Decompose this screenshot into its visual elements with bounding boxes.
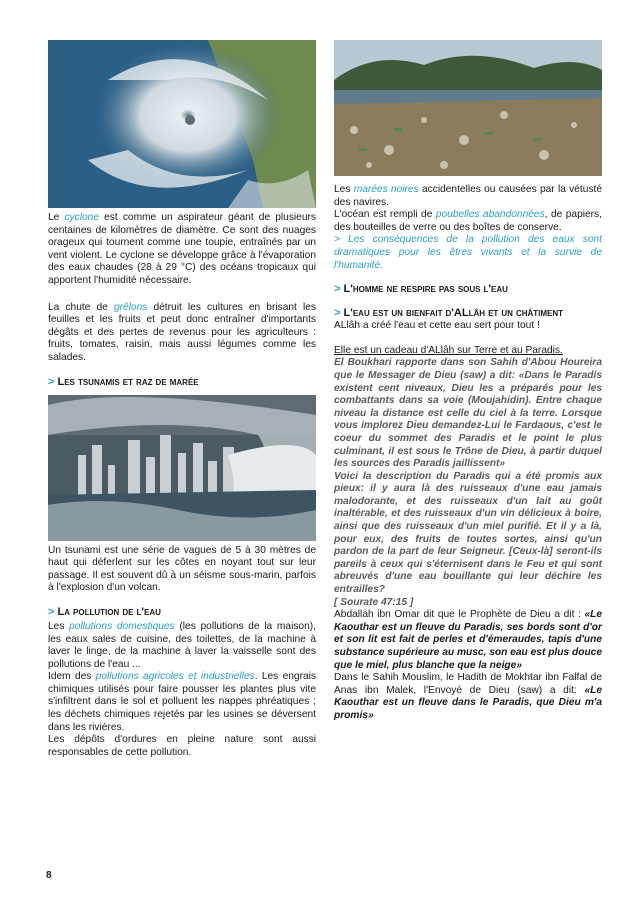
paradise-description-quote: Voici la description du Paradis qui a été promis aux pieux: il y aura là des ruisseaux d'une eau jamais malodorante, et des ruisseaux d'un lait au goût inaltérable, et des ruisseaux d'un vin délicieux à boire, ainsi que des ruisseaux d'un miel purifié. Et il y a là, pour eux, des fruits de toutes sortes, ainsi qu'un pardon de la part de leur Seigneur. [Ceux-là] seront-ils pareils à ceux qui s'éternisent dans le Feu et qui sont abreuvés d'une eau bouillante qui leur déchire les entrailles? [334,470,602,596]
right-column [334,40,602,723]
hail-paragraph: La chute de grêlons détruit les cultures en brisant les feuilles et les fruits et peut donc entraîner d'importants dégâts et des pertes de revenus pour les agriculteurs : fruits, tomates, raisin, mais aussi légumes comme les salades. [48,301,316,363]
page-number: 8 [46,870,52,881]
section-heading-breathing: > L'homme ne respire pas sous l'eau [334,283,508,296]
hail-term: grêlons [113,301,148,313]
agricultural-pollution-term: pollutions agricoles et industrielles [95,671,255,683]
domestic-pollution-paragraph: Les pollutions domestiques (les pollutions de la maison), les eaux sales de cuisine, des toilettes, de la machine à laver le linge, de la machine à laver la vaisselle sont des pollutions de l'eau ... [48,620,316,670]
dump-paragraph: Les dépôts d'ordures en pleine nature sont aussi responsables de cette pollution. [48,734,316,758]
left-column [48,40,316,759]
sourate-reference: [ Sourate 47:15 ] [334,596,414,608]
consequences-paragraph: > Les conséquences de la pollution des eaux sont dramatiques pour les êtres vivants et la survie de l'humanité. [334,234,602,271]
water-intro: ALlâh a créé l'eau et cette eau sert pour tout ! [334,320,540,332]
oil-spill-paragraph: Les marées noires accidentelles ou causées par la vétusté des navires. [334,184,602,208]
section-heading-tsunamis: > Les tsunamis et raz de marée [48,375,199,388]
kaouthar-quote-1: «Le Kaouthar est un fleuve du Paradis, ses bords sont d'or et son lit est fait de perles et d'émeraudes, tapis d'une substance supérieure au musc, son eau est plus douce que le miel, plus blanche que la neige» [334,609,602,671]
polluted-lake-image [334,40,602,176]
agricultural-pollution-paragraph: Idem des pollutions agricoles et industrielles. Les engrais chimiques utilisés pour faire pousser les plantes plus vite s'infiltrent dans le sol et polluent les nappes phréatiques ; les déchets chimiques rejetés par les usines se déversent dans les rivières. [48,671,316,733]
waste-term: poubelles abandonnées [435,209,545,221]
tsunami-image [48,395,316,541]
section-heading-water-blessing: > L'eau est un bienfait d'ALlâh et un châtiment [334,307,564,320]
oil-spill-term: marées noires [353,184,419,195]
boukhari-quote: El Boukhari rapporte dans son Sahih d'Abou Houreira que le Messager de Dieu (saw) a dit: «Dans le Paradis existent cent niveaux, Dieu les a préparés pour les combattants dans sa voie (Moujahidin). Entre chaque niveau la distance est celle du ciel à la terre. Lorsque vous implorez Dieu demandez-Lui le Fardaous, c'est le coeur du sommet des Paradis et le point le plus culminant, il est sous le Trône de Dieu, à partir duquel les sources des Paradis jaillissent» [334,357,602,470]
tsunami-paragraph: Un tsunami est une série de vagues de 5 à 30 mètres de haut qui déferlent sur les côtes en noyant tout sur leur passage. Il est souvent dû à un séisme sous-marin, parfois à l'explosion d'un volcan. [48,544,316,594]
kaouthar-paragraph-1: Abdallah ibn Omar dit que le Prophète de Dieu a dit : «Le Kaouthar est un fleuve du Paradis, ses bords sont d'or et son lit est fait de perles et d'émeraudes, tapis d'une substance supérieure au musc, son eau est plus douce que le miel, plus blanche que la neige» [334,609,602,671]
gift-heading: Elle est un cadeau d'ALlâh sur Terre et au Paradis. [334,344,563,356]
cyclone-image [48,40,316,208]
kaouthar-quote-2: «Le Kaouthar est un fleuve dans le Paradis, que Dieu m'a promis» [334,684,602,721]
domestic-pollution-term: pollutions domestiques [69,620,175,632]
ocean-waste-paragraph: L'océan est rempli de poubelles abandonnées, de papiers, des bouteilles de verre ou des boîtes de conserve. [334,209,602,233]
cyclone-term: cyclone [64,212,99,223]
cyclone-paragraph: Le cyclone est comme un aspirateur géant de plusieurs centaines de kilomètres de diamètre. Ce sont des nuages orageux qui tournent comme une toupie, entraînés par un vent violent. Le cyclone se développe grâce à l'évaporation des eaux chaudes (28 à 29 °C) des océans tropicaux qui apportent l'humidité nécessaire. [48,212,316,286]
kaouthar-paragraph-2: Dans le Sahih Mouslim, le Hadith de Mokhtar ibn Falfal de Anas ibn Malek, l'Envoyé de Dieu (saw) a dit: «Le Kaouthar est un fleuve dans le Paradis, que Dieu m'a promis» [334,672,602,721]
section-heading-pollution: > La pollution de l'eau [48,605,161,618]
